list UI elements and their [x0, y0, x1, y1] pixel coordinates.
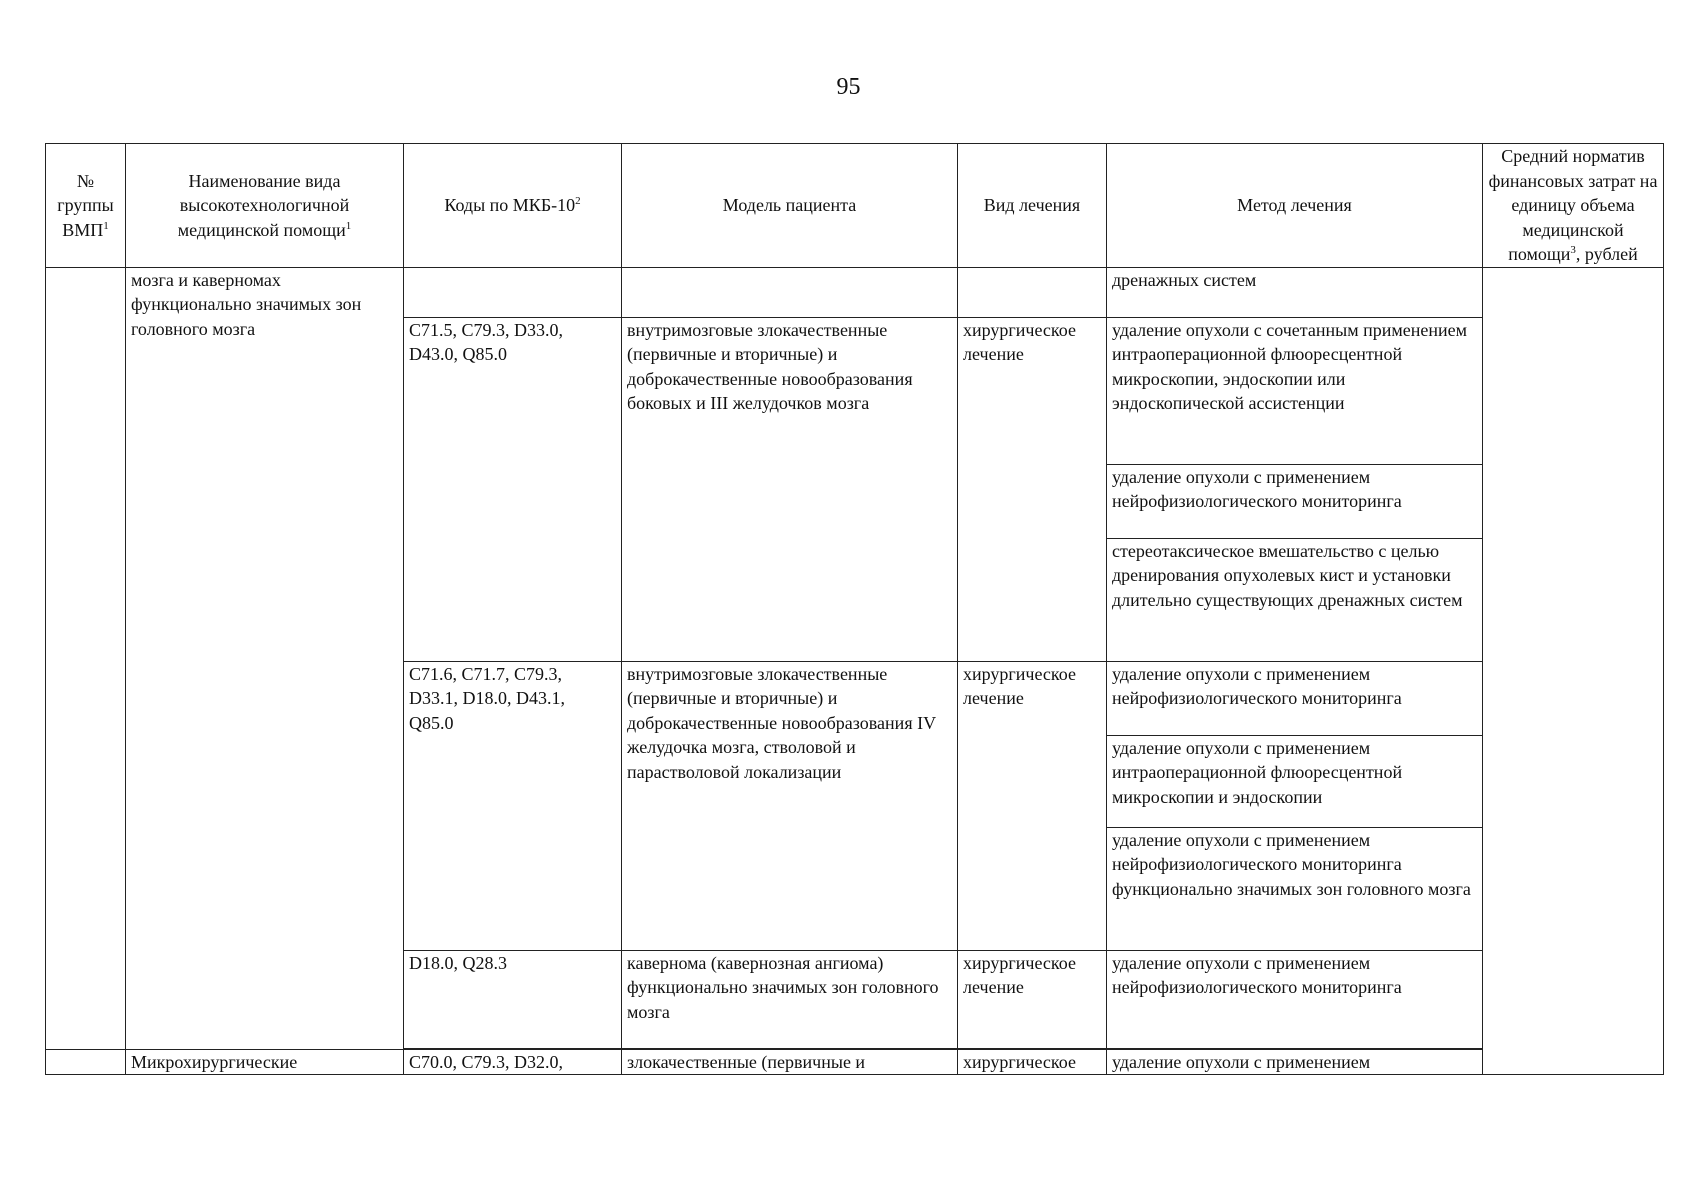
cell-codes: C71.5, C79.3, D33.0, D43.0, Q85.0	[404, 317, 622, 661]
cell-treatment: хирургическое лечение	[958, 317, 1107, 661]
cell-treatment: хирургическое лечение	[958, 661, 1107, 950]
header-cost-norm: Средний норматив финансовых затрат на единицу объема медицинской помощи$^3$, рублей	[1483, 144, 1664, 268]
header-treatment-method: Метод лечения	[1107, 144, 1483, 268]
cell-cost-norm	[1483, 267, 1664, 1075]
cell-group-no	[46, 267, 126, 1049]
table-row	[46, 1049, 1664, 1075]
cell-model: внутримозговые злокачественные (первичные и вторичные) и доброкачественные новообразования боковых и III желудочков мозга	[622, 317, 958, 661]
cell-method: удаление опухоли с применением	[1107, 1049, 1483, 1075]
cell-model: злокачественные (первичные и	[622, 1049, 958, 1075]
header-group-no: № группы ВМП$^1$	[46, 144, 126, 268]
cell-codes-empty	[404, 267, 622, 317]
cell-model: кавернома (кавернозная ангиома) функционально значимых зон головного мозга	[622, 950, 958, 1048]
cell-method: удаление опухоли с сочетанным применением интраоперационной флюоресцентной микроскопии, эндоскопии или эндоскопической ассистенции	[1107, 317, 1483, 464]
cell-method: удаление опухоли с применением нейрофизиологического мониторинга	[1107, 950, 1483, 1048]
cell-treatment-empty	[958, 267, 1107, 317]
header-icd-codes: Коды по МКБ-$10^2$	[404, 144, 622, 268]
medical-care-table	[45, 143, 1664, 1075]
cell-method: удаление опухоли с применением нейрофизиологического мониторинга	[1107, 464, 1483, 538]
cell-model: внутримозговые злокачественные (первичные и вторичные) и доброкачественные новообразования IV желудочка мозга, стволовой и парастволовой локализации	[622, 661, 958, 950]
cell-care-name: мозга и каверномах функционально значимых зон головного мозга	[126, 267, 404, 1049]
cell-codes: D18.0, Q28.3	[404, 950, 622, 1048]
header-care-name: Наименование вида высокотехнологичной медицинской помощи$^1$	[126, 144, 404, 268]
header-row	[46, 144, 1664, 268]
cell-method: стереотаксическое вмешательство с целью дренирования опухолевых кист и установки длительно существующих дренажных систем	[1107, 538, 1483, 661]
table-row	[46, 267, 1664, 317]
cell-group-no	[46, 1049, 126, 1075]
cell-treatment: хирургическое	[958, 1049, 1107, 1075]
cell-codes: C70.0, C79.3, D32.0,	[404, 1049, 622, 1075]
header-treatment-type: Вид лечения	[958, 144, 1107, 268]
cell-method: дренажных систем	[1107, 267, 1483, 317]
cell-treatment: хирургическое лечение	[958, 950, 1107, 1048]
cell-model-empty	[622, 267, 958, 317]
cell-codes: C71.6, C71.7, C79.3, D33.1, D18.0, D43.1, Q85.0	[404, 661, 622, 950]
cell-method: удаление опухоли с применением интраоперационной флюоресцентной микроскопии и эндоскопии	[1107, 735, 1483, 827]
cell-care-name: Микрохирургические	[126, 1049, 404, 1075]
cell-method: удаление опухоли с применением нейрофизиологического мониторинга	[1107, 661, 1483, 735]
header-patient-model: Модель пациента	[622, 144, 958, 268]
cell-method: удаление опухоли с применением нейрофизиологического мониторинга функционально значимых зон головного мозга	[1107, 827, 1483, 950]
page-number: 95	[836, 74, 861, 100]
